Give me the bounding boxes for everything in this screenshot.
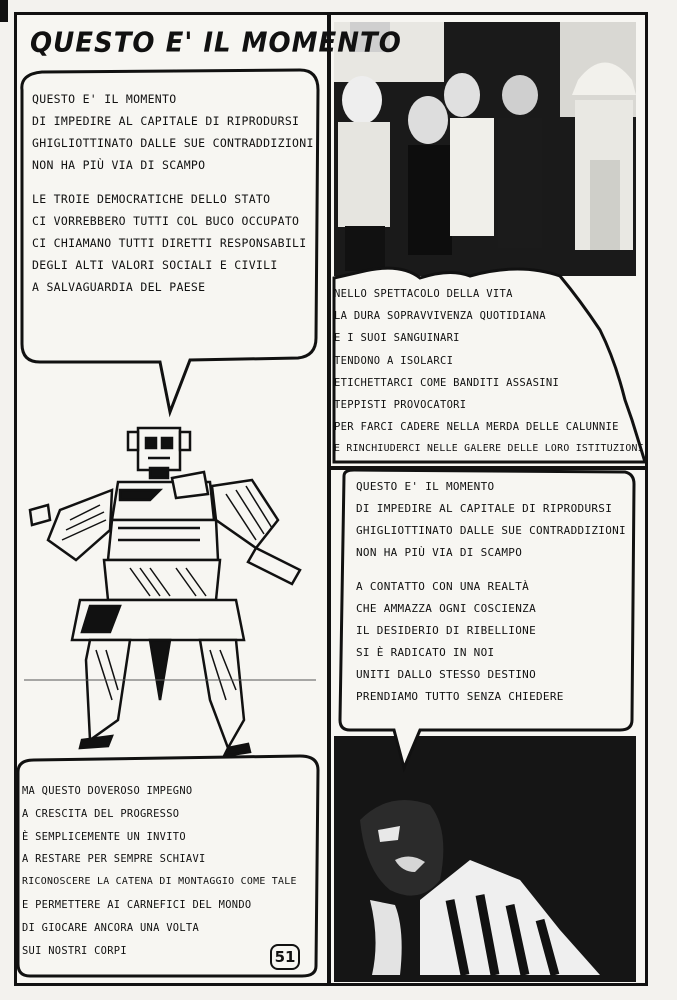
text-line: DEGLI ALTI VALORI SOCIALI E CIVILI [32, 258, 278, 272]
bubble-top-left-text [32, 88, 314, 298]
text-line: GHIGLIOTTINATO DALLE SUE CONTRADDIZIONI [32, 136, 314, 150]
text-line: E I SUOI SANGUINARI [334, 332, 460, 345]
text-line: RICONOSCERE LA CATENA DI MONTAGGIO COME TALE [22, 876, 297, 888]
page-number: 51 [270, 944, 300, 970]
text-line: LA DURA SOPRAVVIVENZA QUOTIDIANA [334, 310, 546, 323]
text-line: NON HA PIÙ VIA DI SCAMPO [32, 158, 206, 172]
text-line: A RESTARE PER SEMPRE SCHIAVI [22, 853, 206, 866]
page-title: QUESTO E' IL MOMENTO [30, 27, 402, 59]
text-line: DI IMPEDIRE AL CAPITALE DI RIPRODURSI [32, 114, 300, 128]
text-line: PER FARCI CADERE NELLA MERDA DELLE CALUNNIE [334, 421, 619, 434]
text-line: CHE AMMAZZA OGNI COSCIENZA [356, 602, 536, 615]
text-line: UNITI DALLO STESSO DESTINO [356, 668, 536, 681]
face-photo [334, 736, 636, 982]
text-line: GHIGLIOTTINATO DALLE SUE CONTRADDIZIONI [356, 524, 626, 537]
text-line: QUESTO E' IL MOMENTO [32, 92, 177, 106]
text-line: MA QUESTO DOVEROSO IMPEGNO [22, 785, 193, 797]
text-line: NON HA PIÙ VIA DI SCAMPO [356, 546, 523, 559]
crowd-photo [334, 22, 636, 276]
text-line: A CRESCITA DEL PROGRESSO [22, 807, 180, 820]
panel-divider-horizontal [327, 466, 648, 470]
text-line: QUESTO E' IL MOMENTO [356, 480, 495, 493]
text-line: E PERMETTERE AI CARNEFICI DEL MONDO [22, 898, 252, 911]
text-line: CI VORREBBERO TUTTI COL BUCO OCCUPATO [32, 214, 300, 228]
text-line: PRENDIAMO TUTTO SENZA CHIEDERE [356, 690, 564, 703]
text-line: SI È RADICATO IN NOI [356, 646, 495, 659]
text-line: A CONTATTO CON UNA REALTÀ [356, 580, 530, 593]
text-line: CI CHIAMANO TUTTI DIRETTI RESPONSABILI [32, 236, 307, 250]
text-line: E RINCHIUDERCI NELLE GALERE DELLE LORO ISTITUZIONI [334, 443, 644, 455]
robot-drawing [30, 428, 300, 756]
text-line: DI GIOCARE ANCORA UNA VOLTA [22, 921, 200, 934]
text-line: NELLO SPETTACOLO DELLA VITA [334, 288, 513, 300]
text-line: TENDONO A ISOLARCI [334, 354, 454, 367]
text-line: LE TROIE DEMOCRATICHE DELLO STATO [32, 192, 271, 206]
caption-top-right-text [334, 283, 644, 461]
text-line: A SALVAGUARDIA DEL PAESE [32, 280, 206, 294]
bubble-bottom-right-text [356, 476, 626, 708]
text-line: DI IMPEDIRE AL CAPITALE DI RIPRODURSI [356, 502, 613, 515]
text-line: TEPPISTI PROVOCATORI [334, 399, 467, 412]
text-line: IL DESIDERIO DI RIBELLIONE [356, 624, 536, 637]
text-line: È SEMPLICEMENTE UN INVITO [22, 830, 186, 843]
caption-bottom-left-text [22, 780, 297, 962]
panel-divider-vertical [327, 12, 331, 986]
text-line: SUI NOSTRI CORPI [22, 944, 127, 957]
text-line: ETICHETTARCI COME BANDITI ASSASINI [334, 376, 560, 389]
